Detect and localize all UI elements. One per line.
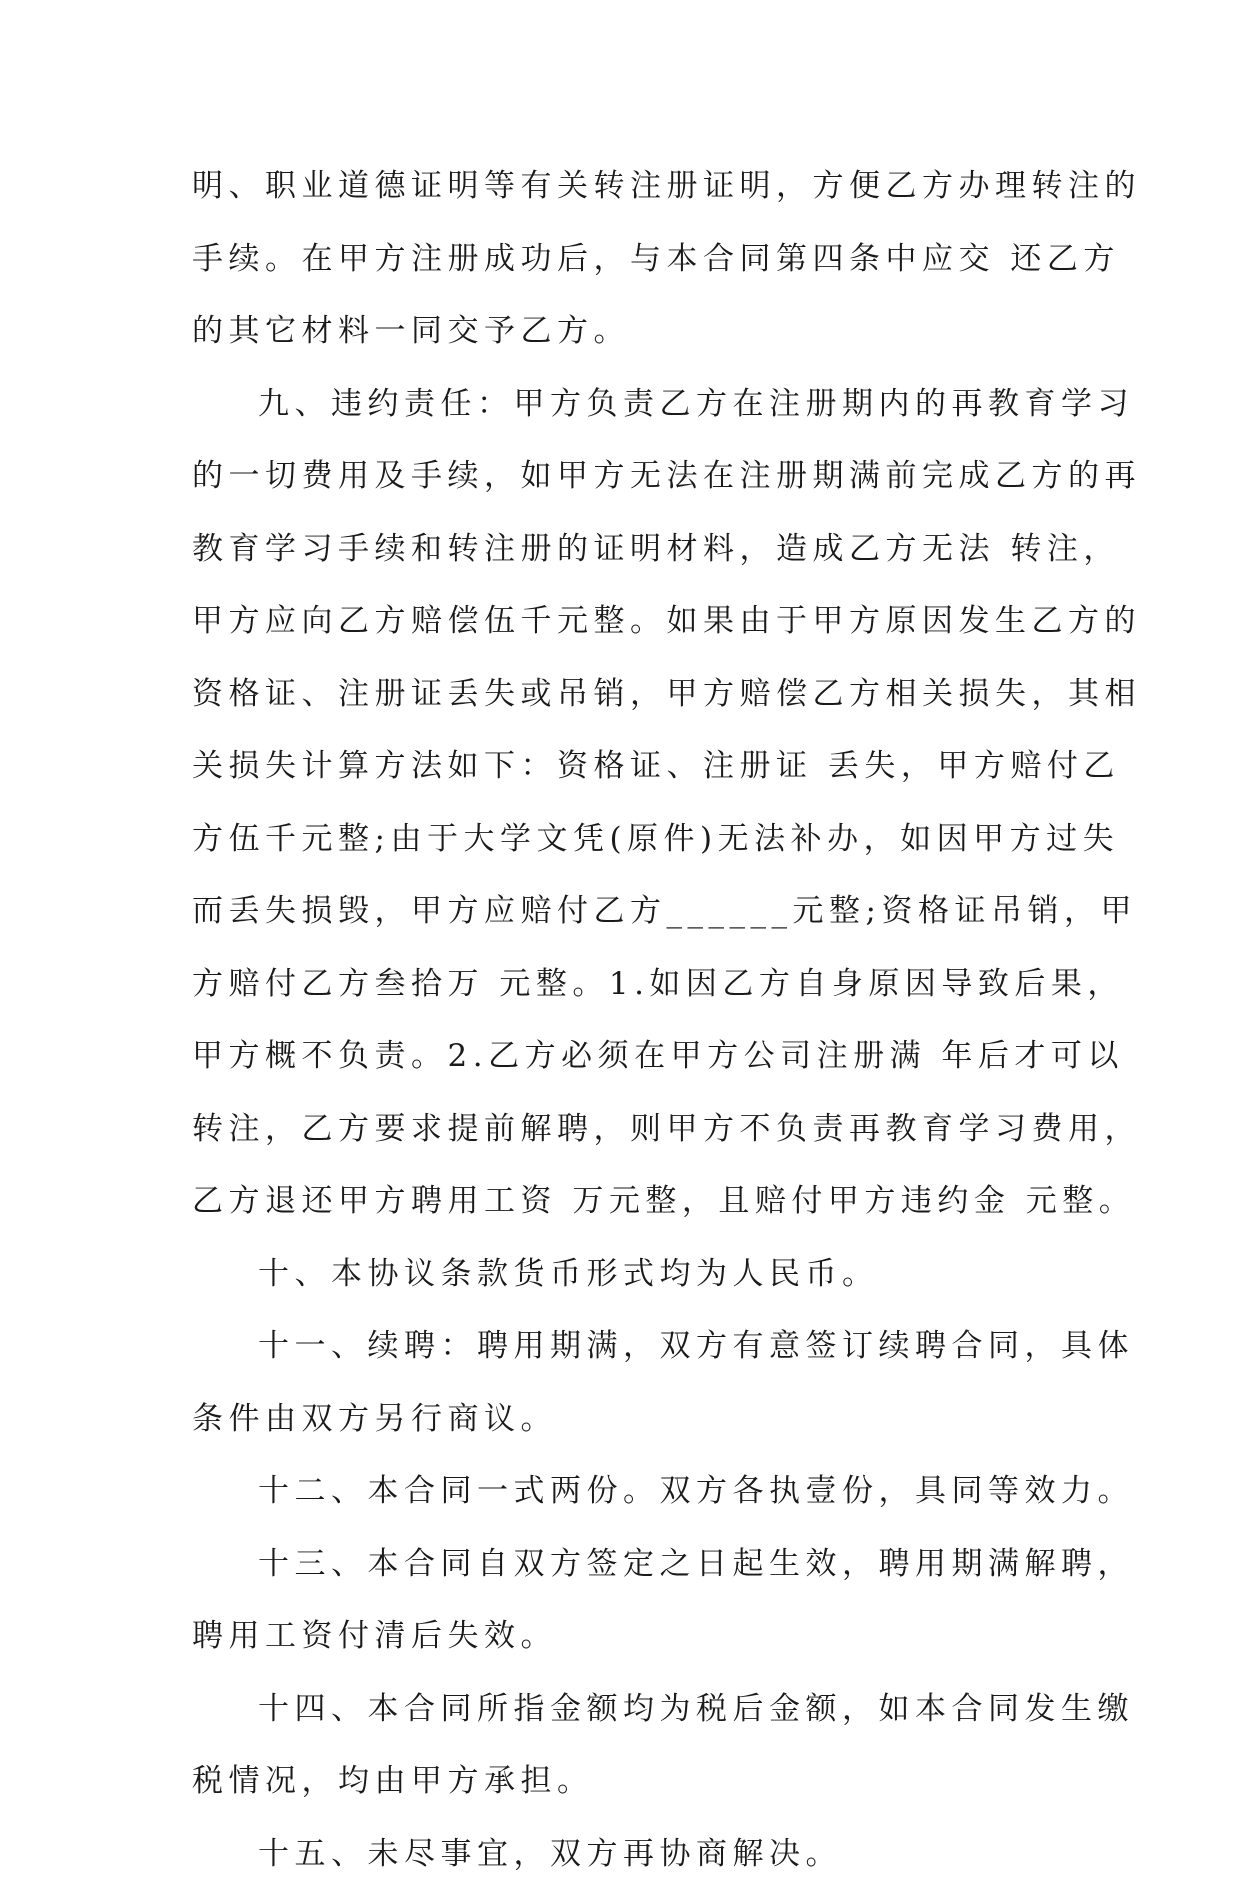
contract-paragraph (192, 1310, 1072, 1455)
contract-paragraph (192, 1673, 1072, 1818)
contract-paragraph (192, 368, 1072, 1238)
paragraph-line: 十二、本合同一式两份。双方各执壹份，具同等效力。 (192, 1455, 1072, 1528)
paragraph-line: 关损失计算方法如下：资格证、注册证 丢失，甲方赔付乙 (192, 730, 1072, 803)
paragraph-line: 条件由双方另行商议。 (192, 1383, 1072, 1456)
paragraph-line: 手续。在甲方注册成功后，与本合同第四条中应交 还乙方 (192, 223, 1072, 296)
paragraph-line: 明、职业道德证明等有关转注册证明，方便乙方办理转注的 (192, 150, 1072, 223)
contract-paragraph (192, 1238, 1072, 1311)
paragraph-line: 甲方概不负责。2.乙方必须在甲方公司注册满 年后才可以 (192, 1020, 1072, 1093)
paragraph-line: 的其它材料一同交予乙方。 (192, 295, 1072, 368)
paragraph-line: 聘用工资付清后失效。 (192, 1600, 1072, 1673)
paragraph-line: 甲方应向乙方赔偿伍千元整。如果由于甲方原因发生乙方的 (192, 585, 1072, 658)
paragraph-line: 十四、本合同所指金额均为税后金额，如本合同发生缴 (192, 1673, 1072, 1746)
paragraph-line: 资格证、注册证丢失或吊销，甲方赔偿乙方相关损失，其相 (192, 658, 1072, 731)
paragraph-line: 方赔付乙方叁拾万 元整。1.如因乙方自身原因导致后果， (192, 948, 1072, 1021)
paragraph-line: 九、违约责任：甲方负责乙方在注册期内的再教育学习 (192, 368, 1072, 441)
paragraph-line: 而丢失损毁，甲方应赔付乙方______元整;资格证吊销，甲 (192, 875, 1072, 948)
paragraph-line: 的一切费用及手续，如甲方无法在注册期满前完成乙方的再 (192, 440, 1072, 513)
paragraph-line: 税情况，均由甲方承担。 (192, 1745, 1072, 1818)
paragraph-line: 方伍千元整;由于大学文凭(原件)无法补办，如因甲方过失 (192, 803, 1072, 876)
paragraph-line: 十五、未尽事宜，双方再协商解决。 (192, 1818, 1072, 1890)
paragraph-line: 乙方退还甲方聘用工资 万元整，且赔付甲方违约金 元整。 (192, 1165, 1072, 1238)
contract-paragraph (192, 1455, 1072, 1528)
contract-paragraph (192, 150, 1072, 368)
paragraph-line: 十三、本合同自双方签定之日起生效，聘用期满解聘， (192, 1528, 1072, 1601)
paragraph-line: 十一、续聘：聘用期满，双方有意签订续聘合同，具体 (192, 1310, 1072, 1383)
contract-paragraph (192, 1528, 1072, 1673)
document-body (192, 150, 1072, 1890)
paragraph-line: 教育学习手续和转注册的证明材料，造成乙方无法 转注， (192, 513, 1072, 586)
contract-paragraph (192, 1818, 1072, 1890)
paragraph-line: 十、本协议条款货币形式均为人民币。 (192, 1238, 1072, 1311)
paragraph-line: 转注，乙方要求提前解聘，则甲方不负责再教育学习费用， (192, 1093, 1072, 1166)
